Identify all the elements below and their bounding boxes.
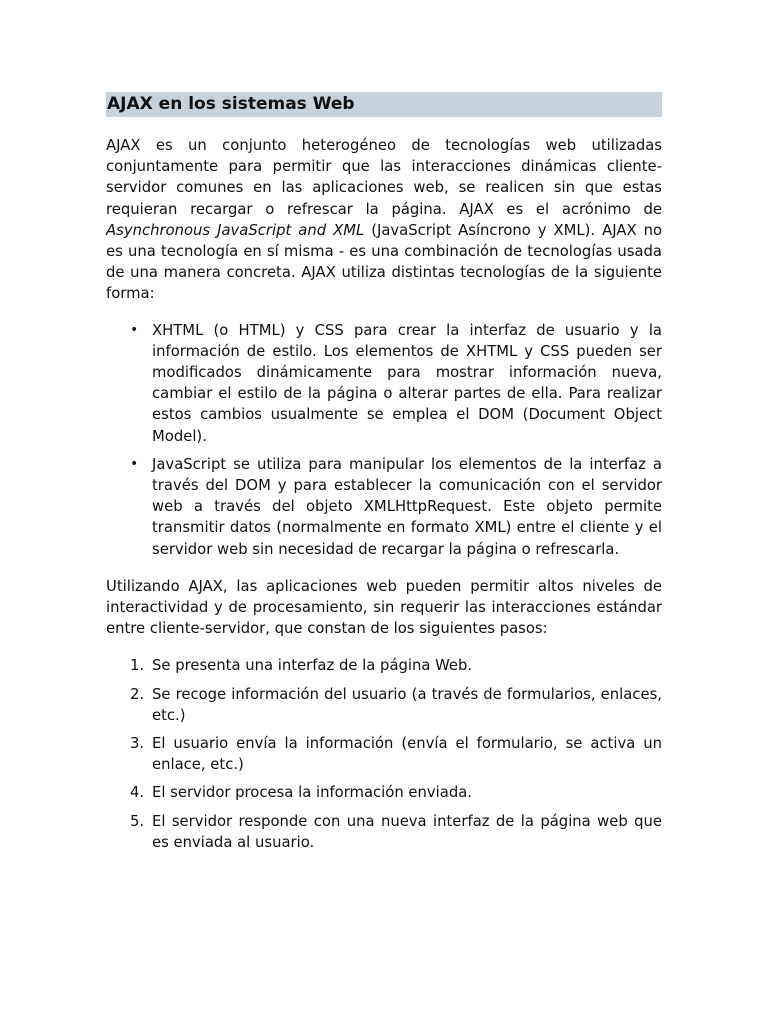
bullet-icon: • <box>130 321 139 338</box>
steps-intro-paragraph: Utilizando AJAX, las aplicaciones web pueden permitir altos niveles de interactividad y de procesamiento, sin requerir las interacciones estándar entre cliente-servidor, que constan de los siguientes pasos: <box>106 577 662 638</box>
steps-numbered-list <box>106 655 662 853</box>
intro-paragraph <box>106 135 662 305</box>
step-text: Se presenta una interfaz de la página Web. <box>152 657 473 675</box>
step-item <box>106 655 662 676</box>
bullet-icon: • <box>130 455 139 472</box>
step-text: El servidor responde con una nueva interfaz de la página web que es enviada al usuario. <box>152 812 662 851</box>
bullet-text: XHTML (o HTML) y CSS para crear la interfaz de usuario y la información de estilo. Los elementos de XHTML y CSS pueden ser modificados dinámicamente para mostrar información nueva, cambiar el estilo de la página o alterar partes de ella. Para realizar estos cambios usualmente se emplea el DOM (Document Object Model). <box>152 321 662 445</box>
section-heading: AJAX en los sistemas Web <box>106 92 662 117</box>
step-number: 2. <box>130 685 145 703</box>
step-item <box>106 782 662 803</box>
step-text: El usuario envía la información (envía el formulario, se activa un enlace, etc.) <box>152 735 662 774</box>
step-text: Se recoge información del usuario (a través de formularios, enlaces, etc.) <box>152 685 662 724</box>
step-item <box>106 733 662 775</box>
technology-bullet-list <box>106 320 662 560</box>
document-content <box>106 92 662 860</box>
bullet-item-javascript <box>106 454 662 560</box>
step-number: 1. <box>130 657 145 675</box>
bullet-text: JavaScript se utiliza para manipular los elementos de la interfaz a través del DOM y para establecer la comunicación con el servidor web a través del objeto XMLHttpRequest. Este objeto permite transmitir datos (normalmente en formato XML) entre el cliente y el servidor web sin necesidad de recargar la página o refrescarla. <box>152 455 662 558</box>
intro-italic-term: Asynchronous JavaScript and XML <box>106 221 365 239</box>
bullet-item-xhtml-css <box>106 320 662 447</box>
intro-text-part1: AJAX es un conjunto heterogéneo de tecnologías web utilizadas conjuntamente para permitir que las interacciones dinámicas cliente-servidor comunes en las aplicaciones web, se realicen sin que estas requieran recargar o refrescar la página. AJAX es el acrónimo de <box>106 137 662 218</box>
step-text: El servidor procesa la información enviada. <box>152 784 472 802</box>
step-item <box>106 811 662 853</box>
step-item <box>106 684 662 726</box>
step-number: 3. <box>130 735 145 753</box>
step-number: 5. <box>130 812 145 830</box>
step-number: 4. <box>130 784 145 802</box>
intro-text-part2: (JavaScript Asíncrono y XML). AJAX no es una tecnología en sí misma - es una combinación de tecnologías usada de una manera concreta. AJAX utiliza distintas tecnologías de la siguiente forma: <box>106 221 662 303</box>
